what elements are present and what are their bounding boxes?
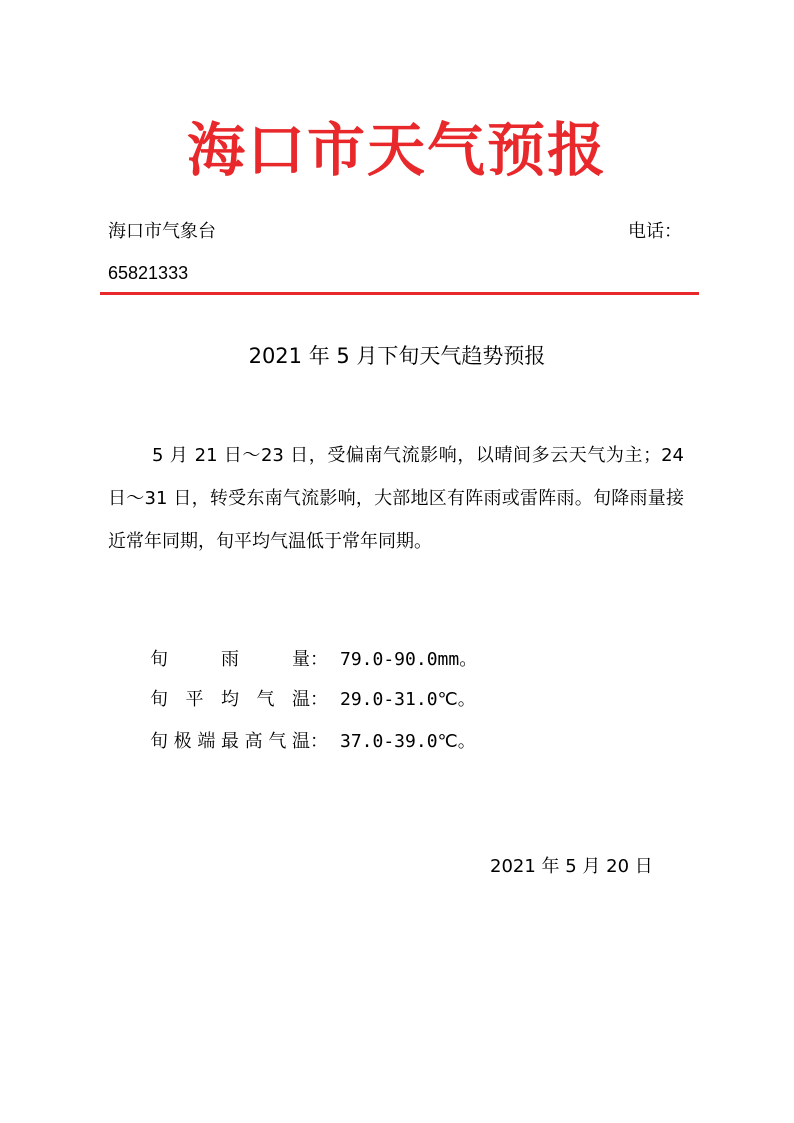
stat-row-avg-temp bbox=[150, 686, 476, 714]
stat-row-rainfall bbox=[150, 646, 477, 674]
page-title: 海口市天气预报 bbox=[186, 116, 607, 184]
stat-label: 旬极端最高气温 bbox=[150, 731, 310, 752]
stat-label: 旬平均气温 bbox=[150, 689, 310, 710]
stat-value: 29.0-31.0℃。 bbox=[340, 689, 476, 710]
header-divider bbox=[100, 292, 699, 295]
stat-colon: ： bbox=[310, 731, 328, 752]
stat-value: 79.0-90.0mm。 bbox=[340, 649, 478, 670]
stat-value: 37.0-39.0℃。 bbox=[340, 731, 476, 752]
phone-label: 电话： bbox=[628, 221, 682, 242]
issue-date: 2021 年 5 月 20 日 bbox=[490, 856, 653, 877]
stat-row-max-temp bbox=[150, 728, 476, 756]
stat-colon: ： bbox=[310, 649, 328, 670]
report-body: 5 月 21 日～23 日，受偏南气流影响，以晴间多云天气为主；24 日～31 日，转受东南气流影响，大部地区有阵雨或雷阵雨。旬降雨量接近常年同期，旬平均气温低于常年同期。 bbox=[108, 445, 684, 552]
report-subtitle: 2021 年 5 月下旬天气趋势预报 bbox=[248, 344, 546, 368]
phone-number: 65821333 bbox=[108, 263, 189, 283]
stat-label: 旬雨量 bbox=[150, 649, 310, 670]
stat-colon: ： bbox=[310, 689, 328, 710]
issuer-name: 海口市气象台 bbox=[108, 221, 216, 242]
